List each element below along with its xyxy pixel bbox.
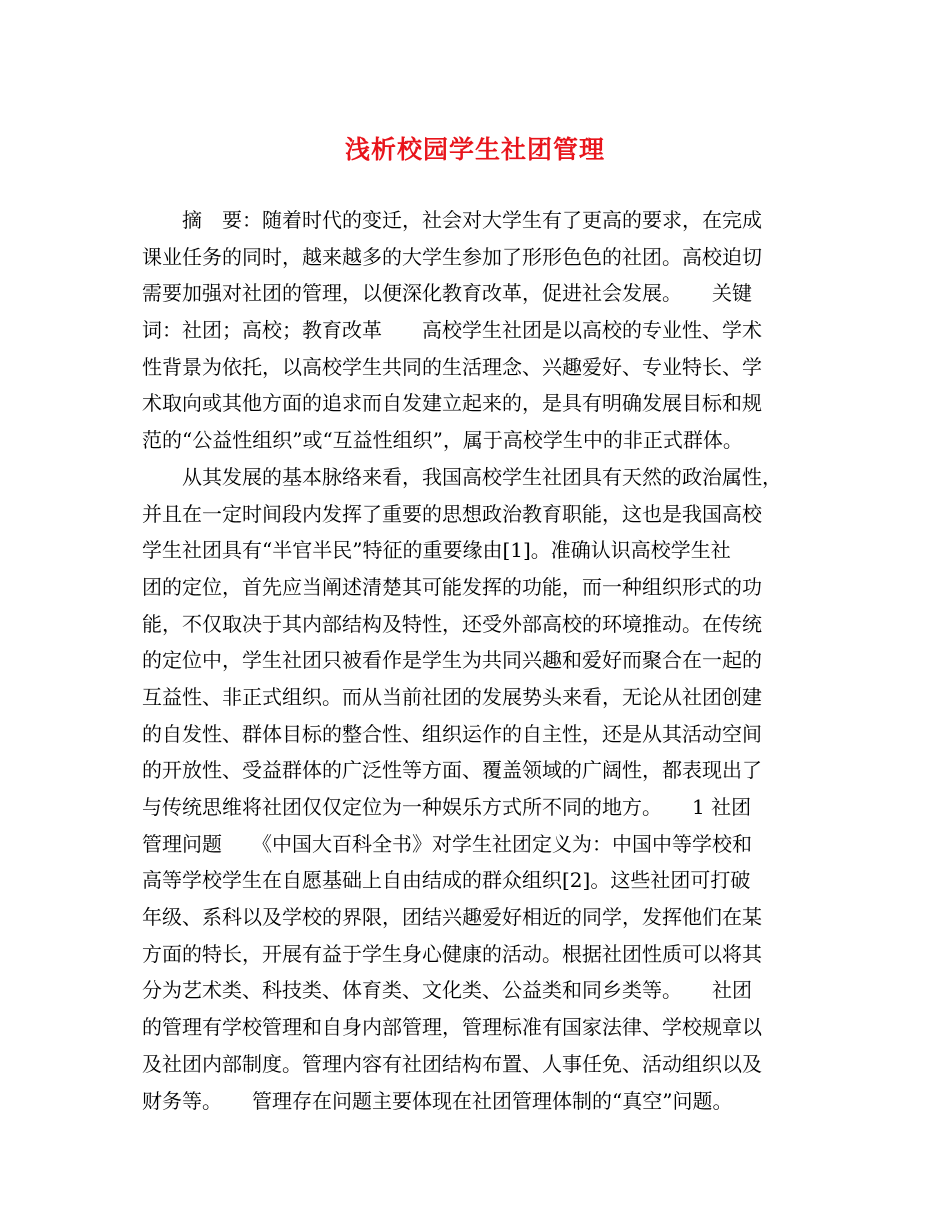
- body-line: 能，不仅取决于其内部结构及特性，还受外部高校的环境推动。在传统: [142, 611, 762, 636]
- body-line: 的开放性、受益群体的广泛性等方面、覆盖领域的广阔性，都表现出了: [142, 758, 762, 783]
- body-line: 管理问题 《中国大百科全书》对学生社团定义为：中国中等学校和: [142, 831, 752, 856]
- body-line: 高等学校学生在自愿基础上自由结成的群众组织[2]。这些社团可打破: [142, 868, 751, 893]
- body-line: 从其发展的基本脉络来看，我国高校学生社团具有天然的政治属性，: [142, 464, 782, 489]
- body-line: 方面的特长，开展有益于学生身心健康的活动。根据社团性质可以将其: [142, 941, 762, 966]
- body-line: 性背景为依托，以高校学生共同的生活理念、兴趣爱好、专业特长、学: [142, 354, 762, 379]
- body-line: 年级、系科以及学校的界限，团结兴趣爱好相近的同学，发挥他们在某: [142, 905, 762, 930]
- body-line: 分为艺术类、科技类、体育类、文化类、公益类和同乡类等。 社团: [142, 978, 752, 1003]
- body-line: 及社团内部制度。管理内容有社团结构布置、人事任免、活动组织以及: [142, 1051, 762, 1076]
- body-line: 需要加强对社团的管理，以便深化教育改革，促进社会发展。 关键: [142, 281, 752, 306]
- body-line: 并且在一定时间段内发挥了重要的思想政治教育职能，这也是我国高校: [142, 501, 762, 526]
- body-line: 互益性、非正式组织。而从当前社团的发展势头来看，无论从社团创建: [142, 684, 762, 709]
- body-line: 课业任务的同时，越来越多的大学生参加了形形色色的社团。高校迫切: [142, 244, 762, 269]
- document-title: 浅析校园学生社团管理: [344, 135, 605, 164]
- document-body: [142, 202, 814, 1119]
- body-line: 范的“公益性组织”或“互益性组织”，属于高校学生中的非正式群体。: [142, 428, 743, 453]
- body-line: 财务等。 管理存在问题主要体现在社团管理体制的“真空”问题。: [142, 1088, 733, 1113]
- body-line: 与传统思维将社团仅仅定位为一种娱乐方式所不同的地方。 1 社团: [142, 795, 752, 819]
- body-line: 术取向或其他方面的追求而自发建立起来的，是具有明确发展目标和规: [142, 391, 762, 416]
- body-line: 的自发性、群体目标的整合性、组织运作的自主性，还是从其活动空间: [142, 721, 762, 746]
- body-line: 的管理有学校管理和自身内部管理，管理标准有国家法律、学校规章以: [142, 1015, 762, 1040]
- body-line: 的定位中，学生社团只被看作是学生为共同兴趣和爱好而聚合在一起的: [142, 648, 762, 673]
- body-line: 学生社团具有“半官半民”特征的重要缘由[1]。准确认识高校学生社: [142, 538, 731, 563]
- body-line: 团的定位，首先应当阐述清楚其可能发挥的功能，而一种组织形式的功: [142, 574, 762, 599]
- body-line: 摘 要：随着时代的变迁，社会对大学生有了更高的要求，在完成: [142, 208, 762, 232]
- body-line: 词：社团；高校；教育改革 高校学生社团是以高校的专业性、学术: [142, 318, 762, 343]
